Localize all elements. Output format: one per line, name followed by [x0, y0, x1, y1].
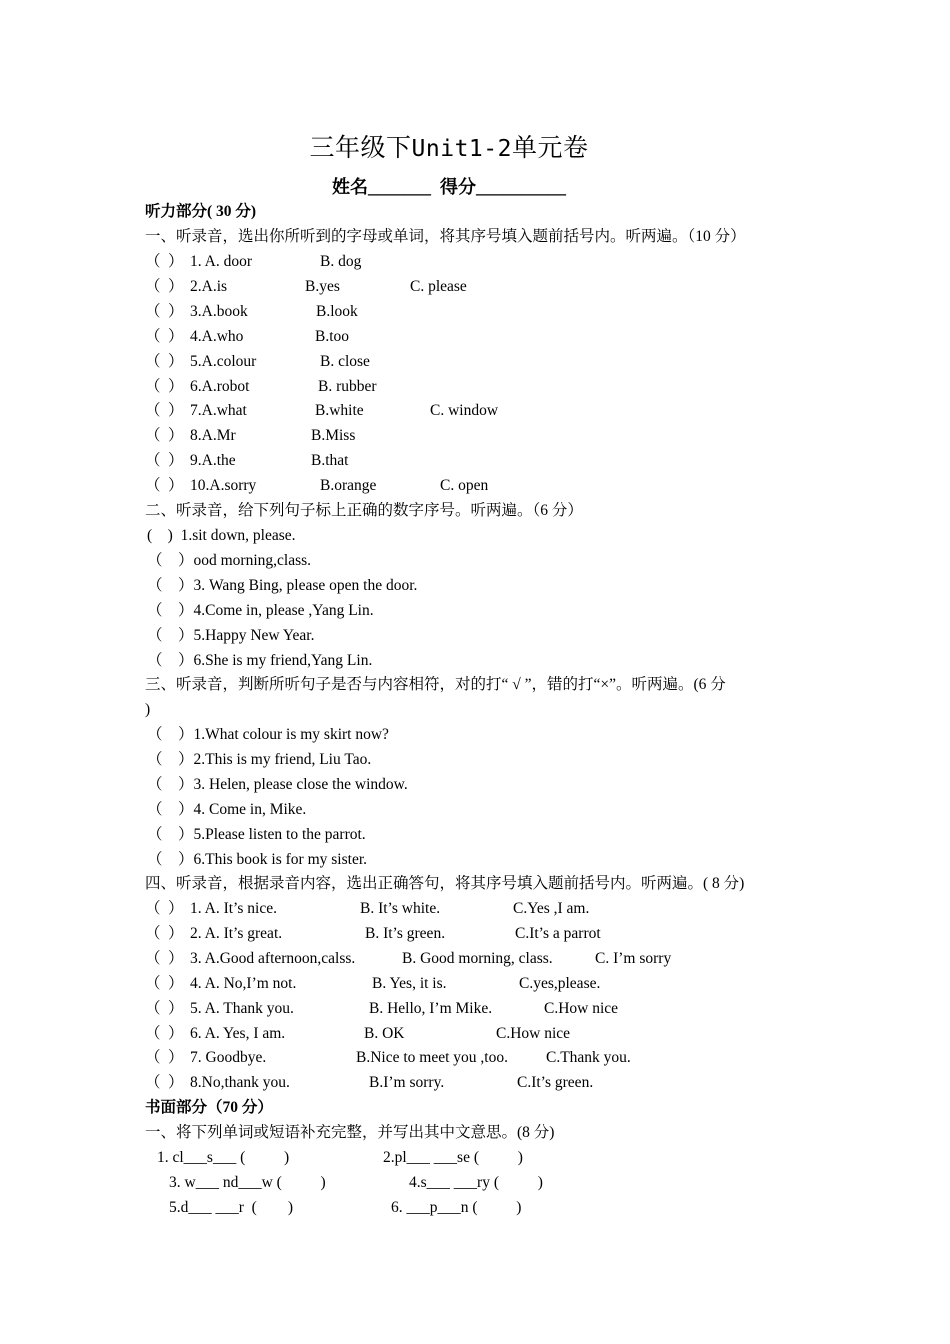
s1-item-option-c: C. open — [440, 477, 489, 495]
s4-item-option-b: B. It’s green. — [365, 924, 446, 942]
s4-item-option-a: 4. A. No,I’m not. — [190, 974, 297, 992]
answer-paren-open: （ — [145, 924, 161, 942]
s1-item-option-b: B. dog — [320, 253, 362, 270]
answer-paren-close: ） — [168, 477, 184, 495]
s4-item-option-c: C.It’s green. — [517, 1074, 594, 1092]
answer-paren-close: ） — [168, 253, 184, 270]
title-code: Unit1-2 — [411, 136, 512, 162]
s3-heading: 三、听录音，判断所听句子是否与内容相符，对的打“ √ ”，错的打“×”。听两遍。(6 分 — [145, 676, 726, 693]
w1-fill-right: 2.pl___ ___se ( ) — [383, 1149, 523, 1166]
s2-heading: 二、听录音，给下列句子标上正确的数字序号。听两遍。（6 分） — [145, 502, 583, 519]
s4-item-option-c: C.Yes ,I am. — [513, 900, 590, 917]
s1-item-option-b: B.white — [315, 402, 364, 420]
answer-paren-open: （ — [145, 949, 161, 967]
s2-item: （ ）6.She is my friend,Yang Lin. — [147, 651, 373, 669]
answer-paren-open: （ — [145, 327, 161, 345]
answer-paren-open: （ — [145, 377, 161, 395]
answer-paren-open: （ — [145, 999, 161, 1017]
s1-item-option-b: B. rubber — [318, 377, 377, 395]
answer-paren-open: （ — [145, 1049, 161, 1067]
s1-item-option-b: B.yes — [305, 277, 340, 295]
s4-item-option-a: 8.No,thank you. — [190, 1074, 290, 1092]
answer-paren-open: （ — [145, 1074, 161, 1092]
s2-item: ( ) 1.sit down, please. — [147, 527, 296, 544]
s4-item-option-c: C.Thank you. — [546, 1049, 631, 1067]
s4-item-option-c: C. I’m sorry — [595, 949, 672, 967]
answer-paren-close: ） — [168, 1024, 184, 1042]
s1-item-option-c: C. please — [410, 277, 467, 295]
s4-item-option-b: B. Good morning, class. — [402, 949, 553, 967]
answer-paren-open: （ — [145, 900, 161, 917]
w1-fill-left: 1. cl___s___ ( ) — [157, 1149, 290, 1166]
answer-paren-open: （ — [145, 277, 161, 295]
s1-item-option-a: 8.A.Mr — [190, 427, 236, 445]
s1-item-option-b: B.look — [316, 302, 358, 320]
s4-item-option-c: C.How nice — [544, 999, 619, 1017]
s4-item-option-a: 2. A. It’s great. — [190, 924, 283, 942]
answer-paren-open: （ — [145, 427, 161, 445]
title-cn: 三年级下 — [309, 135, 412, 162]
answer-paren-close: ） — [168, 377, 184, 395]
s3-item: （ ）6.This book is for my sister. — [147, 850, 368, 868]
writing-header: 书面部分（70 分） — [145, 1099, 273, 1116]
s4-heading: 四、听录音，根据录音内容，选出正确答句，将其序号填入题前括号内。听两遍。( 8 分) — [145, 875, 745, 892]
s3-item: （ ）4. Come in, Mike. — [147, 800, 307, 818]
answer-paren-close: ） — [168, 949, 184, 967]
s3-item: （ ）2.This is my friend, Liu Tao. — [147, 750, 372, 768]
answer-paren-close: ） — [168, 277, 184, 295]
answer-paren-open: （ — [145, 253, 161, 270]
answer-paren-open: （ — [145, 452, 161, 470]
s4-item-option-a: 5. A. Thank you. — [190, 999, 294, 1017]
answer-paren-open: （ — [145, 402, 161, 420]
answer-paren-close: ） — [168, 327, 184, 345]
s4-item-option-a: 1. A. It’s nice. — [190, 900, 277, 917]
s1-item-option-b: B. close — [320, 352, 370, 370]
s4-item-option-a: 6. A. Yes, I am. — [190, 1024, 286, 1042]
s1-item-option-b: B.orange — [320, 477, 377, 495]
s1-item-option-a: 3.A.book — [190, 302, 248, 320]
w1-fill-left: 5.d___ ___r ( ) — [169, 1199, 293, 1216]
answer-paren-close: ） — [168, 427, 184, 445]
s3-item: （ ）5.Please listen to the parrot. — [147, 825, 366, 843]
name-score-line: 姓名_______ 得分__________ — [332, 177, 566, 197]
s4-item-option-a: 7. Goodbye. — [190, 1049, 267, 1067]
s4-item-option-b: B.Nice to meet you ,too. — [356, 1049, 508, 1067]
w1-fill-right: 6. ___p___n ( ) — [391, 1199, 522, 1216]
s4-item-option-b: B. It’s white. — [360, 900, 441, 917]
answer-paren-close: ） — [168, 302, 184, 320]
answer-paren-close: ） — [168, 352, 184, 370]
s1-item-option-a: 4.A.who — [190, 327, 244, 345]
s1-item-option-a: 2.A.is — [190, 277, 228, 295]
answer-paren-close: ） — [168, 1049, 184, 1067]
answer-paren-close: ） — [168, 924, 184, 942]
s1-item-option-c: C. window — [430, 402, 499, 420]
s4-item-option-b: B.I’m sorry. — [369, 1074, 445, 1092]
answer-paren-open: （ — [145, 974, 161, 992]
answer-paren-close: ） — [168, 900, 184, 917]
s1-item-option-b: B.that — [311, 452, 349, 470]
s4-item-option-b: B. Hello, I’m Mike. — [369, 999, 493, 1017]
title-cn2: 单元卷 — [511, 135, 589, 162]
s1-item-option-a: 9.A.the — [190, 452, 236, 470]
s1-heading: 一、听录音，选出你所听到的字母或单词，将其序号填入题前括号内。听两遍。（10 分） — [145, 228, 746, 245]
s2-item: （ ）3. Wang Bing, please open the door. — [147, 576, 418, 594]
answer-paren-open: （ — [145, 477, 161, 495]
s1-item-option-a: 6.A.robot — [190, 377, 250, 395]
s2-item: （ ）4.Come in, please ,Yang Lin. — [147, 601, 374, 619]
s4-item-option-b: B. OK — [364, 1024, 405, 1042]
s1-item-option-a: 1. A. door — [190, 253, 252, 270]
s3-item: （ ）1.What colour is my skirt now? — [147, 726, 389, 743]
answer-paren-close: ） — [168, 402, 184, 420]
listening-header: 听力部分( 30 分) — [145, 203, 257, 220]
w1-fill-left: 3. w___ nd___w ( ) — [169, 1174, 326, 1191]
answer-paren-close: ） — [168, 999, 184, 1017]
title — [0, 133, 898, 165]
s1-item-option-a: 5.A.colour — [190, 352, 257, 370]
w1-fill-right: 4.s___ ___ry ( ) — [409, 1174, 543, 1191]
answer-paren-close: ） — [168, 452, 184, 470]
w1-heading: 一、将下列单词或短语补充完整，并写出其中文意思。(8 分) — [145, 1124, 555, 1141]
answer-paren-close: ） — [168, 974, 184, 992]
s4-item-option-c: C.How nice — [496, 1024, 571, 1042]
answer-paren-close: ） — [168, 1074, 184, 1092]
s3-item: （ ）3. Helen, please close the window. — [147, 775, 408, 793]
s2-item: （ ）5.Happy New Year. — [147, 626, 315, 644]
answer-paren-open: （ — [145, 1024, 161, 1042]
answer-paren-open: （ — [145, 302, 161, 320]
s1-item-option-b: B.Miss — [311, 427, 356, 445]
answer-paren-open: （ — [145, 352, 161, 370]
s4-item-option-c: C.It’s a parrot — [515, 924, 601, 942]
s1-item-option-a: 7.A.what — [190, 402, 247, 420]
s4-item-option-b: B. Yes, it is. — [372, 974, 447, 992]
s2-item: （ ）ood morning,class. — [147, 551, 312, 569]
s4-item-option-a: 3. A.Good afternoon,calss. — [190, 949, 356, 967]
s3-heading-cont: ) — [145, 701, 151, 718]
s1-item-option-b: B.too — [315, 327, 350, 345]
s1-item-option-a: 10.A.sorry — [190, 477, 257, 495]
s4-item-option-c: C.yes,please. — [519, 974, 601, 992]
